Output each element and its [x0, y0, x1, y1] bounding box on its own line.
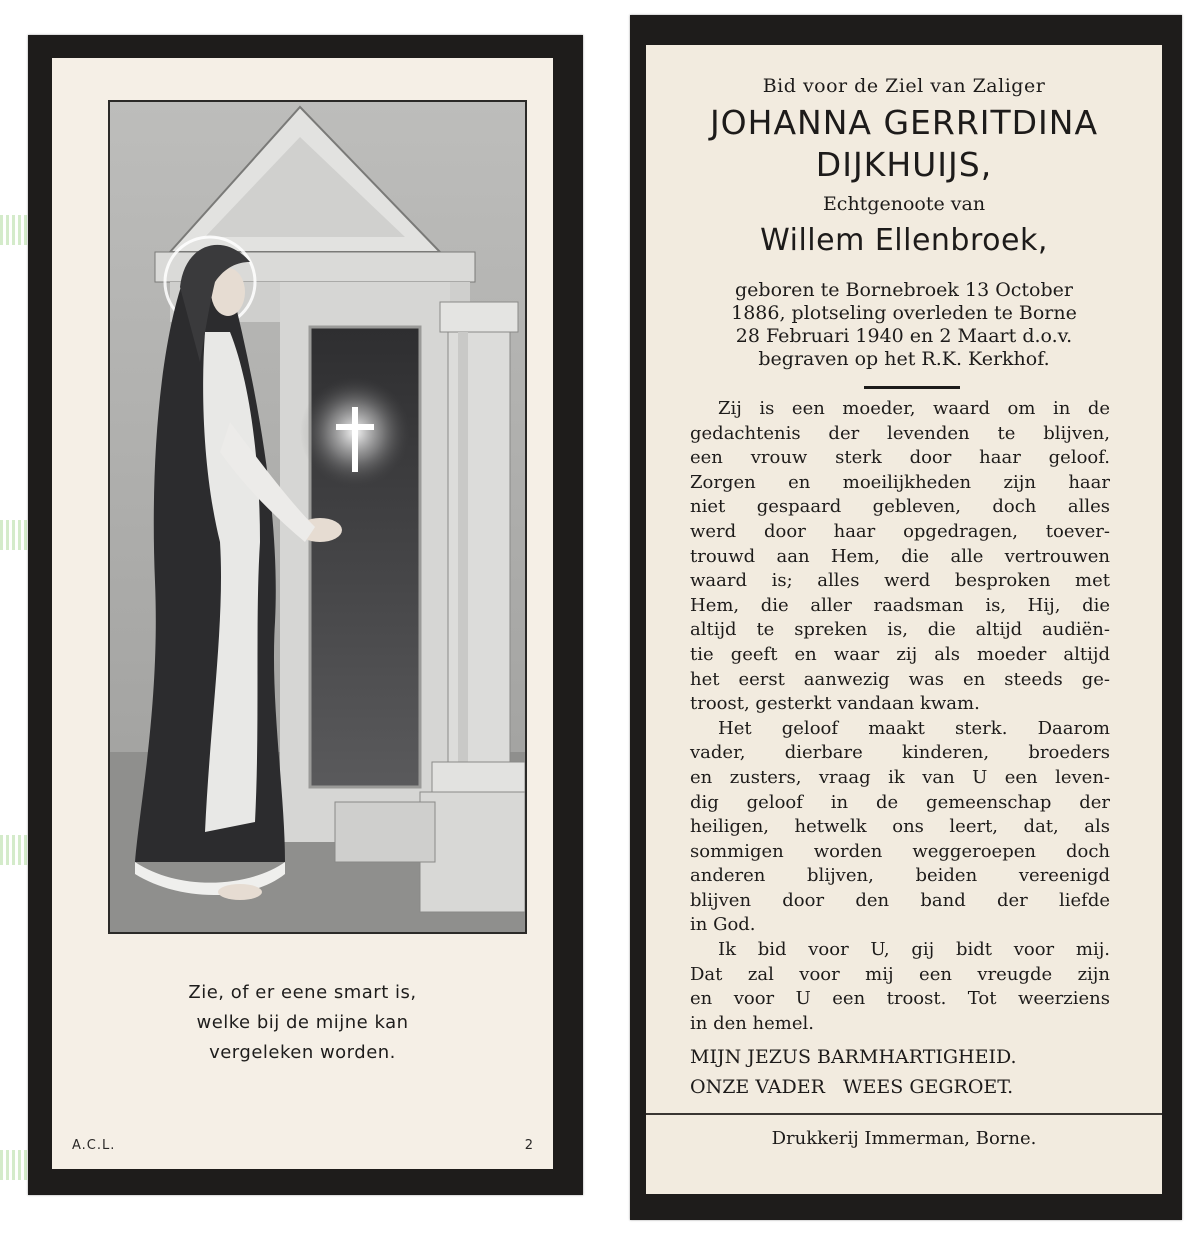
page-number: 2 [524, 1138, 533, 1153]
text-line: Zij is een moeder, waard om in de [718, 398, 1110, 419]
section-divider [864, 386, 960, 389]
text-line: in God. [690, 914, 756, 936]
text-line: blijven door den band der liefde [690, 889, 1110, 911]
virgin-mary-illustration [110, 102, 525, 932]
text-line: in den hemel. [690, 1012, 815, 1034]
text-line: werd door haar opgedragen, toever- [690, 520, 1110, 542]
text-line: altijd te spreken is, die altijd audiën- [690, 619, 1110, 641]
memorial-text [690, 397, 1110, 1036]
prayer-card-front [28, 35, 583, 1195]
text-line: het eerst aanwezig was en steeds ge- [690, 668, 1110, 690]
text-line: dig geloof in de gemeenschap der [690, 791, 1110, 813]
text-line: heiligen, hetwelk ons leert, dat, als [690, 816, 1110, 838]
deceased-name-line1: JOHANNA GERRITDINA [709, 103, 1099, 142]
devotional-image [108, 100, 527, 934]
text-line: niet gespaard gebleven, doch alles [690, 496, 1110, 518]
text-line: en zusters, vraag ik van U een leven- [690, 766, 1110, 788]
text-line: waard is; alles werd besproken met [690, 570, 1110, 592]
text-line: Zorgen en moeilijkheden zijn haar [690, 471, 1110, 493]
spouse-name: Willem Ellenbroek, [760, 223, 1048, 258]
detail-line: 1886, plotseling overleden te Borne [731, 302, 1077, 324]
prayer-lines [690, 1042, 1110, 1102]
text-line: anderen blijven, beiden vereenigd [690, 865, 1110, 887]
caption-line: vergeleken worden. [209, 1042, 396, 1063]
text-line: gedachtenis der levenden te blijven, [690, 422, 1110, 444]
card-back-paper [646, 45, 1162, 1194]
text-line: tie geeft en waar zij als moeder altijd [690, 643, 1110, 665]
detail-line: 28 Februari 1940 en 2 Maart d.o.v. [735, 325, 1073, 347]
prayer-line: MIJN JEZUS BARMHARTIGHEID. [690, 1046, 1017, 1068]
text-line: sommigen worden weggeroepen doch [690, 840, 1110, 862]
prayer-card-back [630, 15, 1182, 1220]
birth-death-details [646, 279, 1162, 371]
footer-rule [646, 1113, 1162, 1115]
spouse-intro: Echtgenoote van [822, 193, 986, 215]
text-line: Dat zal voor mij een vreugde zijn [690, 963, 1110, 985]
intro-line: Bid voor de Ziel van Zaliger [762, 75, 1046, 97]
text-line: Het geloof maakt sterk. Daarom [718, 717, 1110, 739]
text-line: een vrouw sterk door haar geloof. [690, 447, 1110, 469]
text-line: trouwd aan Hem, die alle vertrouwen [690, 545, 1110, 567]
publisher-mark: A.C.L. [72, 1138, 116, 1153]
prayer-line: ONZE VADER WEES GEGROET. [690, 1076, 1014, 1098]
text-line: en voor U een troost. Tot weerziens [690, 988, 1110, 1010]
detail-line: geboren te Bornebroek 13 October [735, 279, 1073, 301]
printer-credit: Drukkerij Immerman, Borne. [771, 1128, 1037, 1149]
detail-line: begraven op het R.K. Kerkhof. [758, 348, 1050, 370]
card-caption [52, 978, 553, 1068]
card-front-paper [52, 58, 553, 1169]
text-line: Ik bid voor U, gij bidt voor mij. [718, 939, 1110, 961]
text-line: troost, gesterkt vandaan kwam. [690, 693, 980, 715]
deceased-name-line2: DIJKHUIJS, [815, 145, 993, 184]
caption-line: welke bij de mijne kan [196, 1012, 409, 1033]
text-line: Hem, die aller raadsman is, Hij, die [690, 594, 1110, 616]
text-line: vader, dierbare kinderen, broeders [690, 742, 1110, 764]
caption-line: Zie, of er eene smart is, [188, 982, 417, 1003]
